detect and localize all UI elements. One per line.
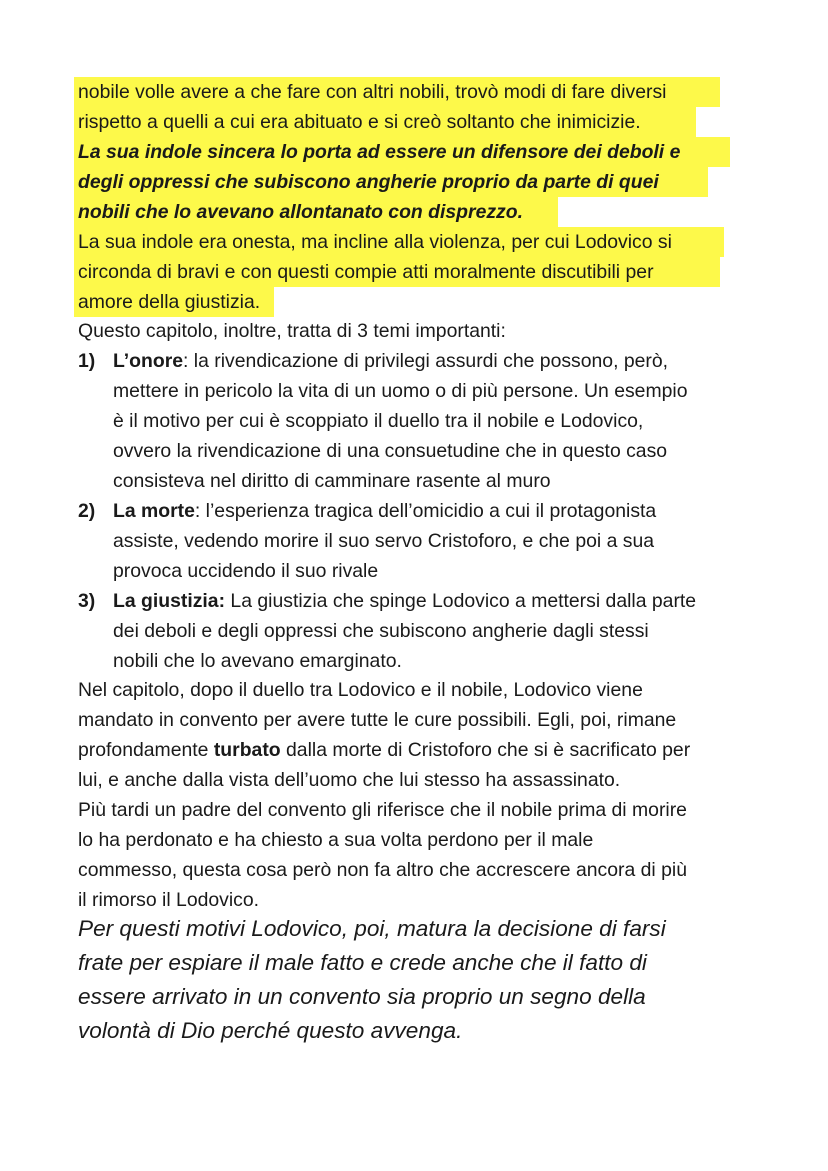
theme-1-line-4: ovvero la rivendicazione di una consuetudine che in questo caso xyxy=(113,440,668,462)
theme-title: La giustizia: xyxy=(113,590,226,612)
theme-3-line-1 xyxy=(113,586,696,616)
themes-intro: Questo capitolo, inoltre, tratta di 3 temi importanti: xyxy=(78,320,506,342)
theme-text: : la rivendicazione di privilegi assurdi che possono, però, xyxy=(183,350,669,372)
theme-1-line-1 xyxy=(113,346,668,376)
para1-line-3 xyxy=(78,735,690,765)
intro-line-5: amore della giustizia. xyxy=(78,291,261,313)
conclusion-line-4: volontà di Dio perché questo avvenga. xyxy=(78,1018,463,1043)
theme-3-line-3: nobili che lo avevano emarginato. xyxy=(113,650,402,672)
bold-word: turbato xyxy=(213,739,281,761)
para2-line-3: commesso, questa cosa però non fa altro che accrescere ancora di più xyxy=(78,859,687,881)
para2-line-1: Più tardi un padre del convento gli riferisce che il nobile prima di morire xyxy=(78,799,687,821)
conclusion-line-1: Per questi motivi Lodovico, poi, matura la decisione di farsi xyxy=(78,916,666,941)
para-text: dalla morte di Cristoforo che si è sacrificato per xyxy=(280,739,691,761)
intro-bold-line-1: La sua indole sincera lo porta ad essere un difensore dei deboli e xyxy=(78,141,681,163)
theme-number: 3) xyxy=(78,590,96,612)
theme-1-line-2: mettere in pericolo la vita di un uomo o di più persone. Un esempio xyxy=(113,380,688,402)
conclusion-line-3: essere arrivato in un convento sia proprio un segno della xyxy=(78,984,646,1009)
theme-2-line-1 xyxy=(113,496,656,526)
para1-line-4: lui, e anche dalla vista dell’uomo che lui stesso ha assassinato. xyxy=(78,769,621,791)
theme-3-line-2: dei deboli e degli oppressi che subiscono angherie dagli stessi xyxy=(113,620,649,642)
conclusion-line-2: frate per espiare il male fatto e crede anche che il fatto di xyxy=(78,950,647,975)
theme-2-line-2: assiste, vedendo morire il suo servo Cristoforo, e che poi a sua xyxy=(113,530,655,552)
theme-number: 2) xyxy=(78,500,96,522)
intro-line-4: circonda di bravi e con questi compie atti moralmente discutibili per xyxy=(78,261,654,283)
theme-2-line-3: provoca uccidendo il suo rivale xyxy=(113,560,379,582)
intro-line-2: rispetto a quelli a cui era abituato e si creò soltanto che inimicizie. xyxy=(78,111,641,133)
theme-title: La morte xyxy=(113,500,195,522)
theme-text: : l’esperienza tragica dell’omicidio a cui il protagonista xyxy=(194,500,657,522)
para-text: profondamente xyxy=(78,739,214,761)
theme-number: 1) xyxy=(78,350,96,372)
theme-1-line-3: è il motivo per cui è scoppiato il duello tra il nobile e Lodovico, xyxy=(113,410,644,432)
theme-title: L’onore xyxy=(113,350,184,372)
para1-line-1: Nel capitolo, dopo il duello tra Lodovico e il nobile, Lodovico viene xyxy=(78,679,643,701)
intro-bold-line-2: degli oppressi che subiscono angherie proprio da parte di quei xyxy=(78,171,659,193)
para1-line-2: mandato in convento per avere tutte le cure possibili. Egli, poi, rimane xyxy=(78,709,677,731)
theme-text: La giustizia che spinge Lodovico a mettersi dalla parte xyxy=(225,590,697,612)
intro-bold-line-3: nobili che lo avevano allontanato con disprezzo. xyxy=(78,201,523,223)
intro-line-3: La sua indole era onesta, ma incline alla violenza, per cui Lodovico si xyxy=(78,231,672,253)
para2-line-4: il rimorso il Lodovico. xyxy=(78,889,260,911)
theme-1-line-5: consisteva nel diritto di camminare rasente al muro xyxy=(113,470,551,492)
para2-line-2: lo ha perdonato e ha chiesto a sua volta perdono per il male xyxy=(78,829,594,851)
intro-line-1: nobile volle avere a che fare con altri nobili, trovò modi di fare diversi xyxy=(78,81,667,103)
